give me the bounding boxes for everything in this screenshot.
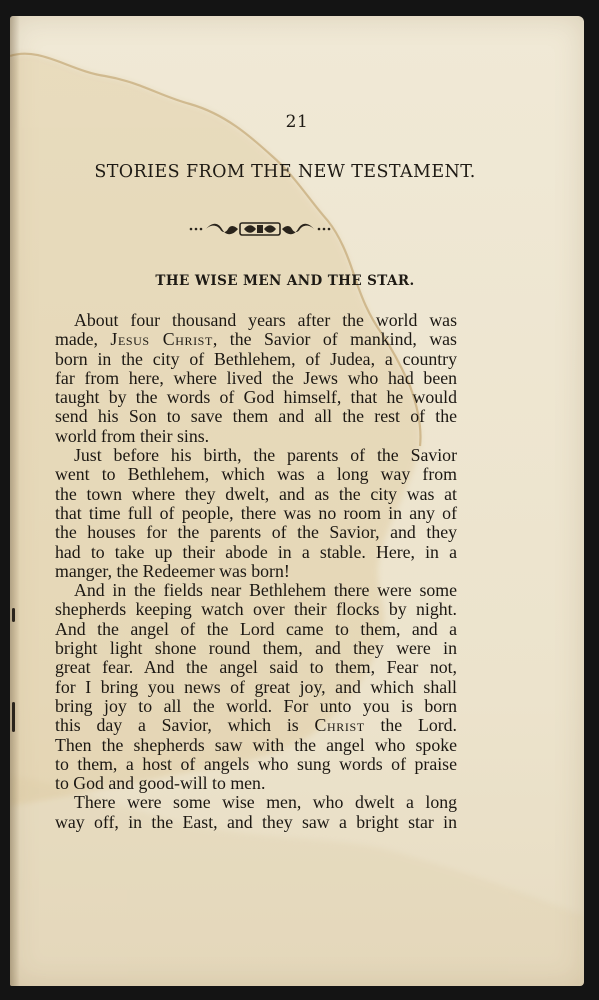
text-segment: bright light shone round them, and they were in: [55, 638, 457, 659]
text-segment: , the Savior of mankind, was: [212, 329, 457, 350]
text-segment: Just before his birth, the parents of the Savior: [74, 445, 457, 466]
text-line: [55, 658, 457, 677]
text-line: [55, 485, 457, 504]
text-line: [55, 330, 457, 349]
small-caps-name: Christ: [314, 715, 365, 736]
text-segment: the Lord.: [364, 715, 458, 736]
text-line: [55, 388, 457, 407]
story-text: [55, 311, 457, 832]
text-line: [55, 697, 457, 716]
text-segment: And in the fields near Bethlehem there were some: [74, 580, 457, 601]
text-segment: shepherds keeping watch over their flocks by night.: [55, 599, 457, 620]
edge-artifact: [12, 702, 15, 732]
printers-ornament-icon: [188, 219, 332, 239]
text-segment: great fear. And the angel said to them, Fear not,: [55, 657, 457, 678]
text-segment: world from their sins.: [55, 425, 210, 446]
text-segment: went to Bethlehem, which was a long way from: [55, 464, 457, 485]
text-segment: had to take up their abode in a stable. Here, in a: [55, 541, 457, 562]
edge-artifact: [12, 608, 15, 622]
text-line: [55, 600, 457, 619]
text-line: [55, 639, 457, 658]
text-segment: to God and good-will to men.: [55, 773, 266, 794]
text-segment: Then the shepherds saw with the angel who spoke: [55, 734, 457, 755]
small-caps-name: Jesus Christ: [110, 329, 213, 350]
text-line: [55, 350, 457, 369]
text-segment: And the angel of the Lord came to them, and a: [55, 618, 457, 639]
text-line: [55, 774, 457, 793]
text-line: [55, 311, 457, 330]
text-line: [55, 562, 457, 581]
page-number: 21: [285, 112, 309, 132]
text-line: [55, 620, 457, 639]
text-line: [55, 446, 457, 465]
text-segment: There were some wise men, who dwelt a long: [74, 792, 457, 813]
running-head: STORIES FROM THE NEW TESTAMENT.: [94, 162, 476, 182]
text-line: [55, 793, 457, 812]
text-segment: that time full of people, there was no room in any of: [55, 502, 457, 523]
text-line: [55, 407, 457, 426]
text-line: [55, 581, 457, 600]
text-segment: About four thousand years after the world was: [74, 310, 457, 330]
text-segment: far from here, where lived the Jews who had been: [55, 367, 457, 388]
text-line: [55, 369, 457, 388]
page-spine-shadow: [10, 16, 20, 986]
text-segment: taught by the words of God himself, that he would: [55, 387, 457, 408]
text-line: [55, 523, 457, 542]
text-segment: manger, the Redeemer was born!: [55, 560, 290, 581]
text-segment: made,: [55, 329, 111, 350]
text-segment: way off, in the East, and they saw a bright star in: [55, 811, 457, 832]
text-segment: the town where they dwelt, and as the city was at: [55, 483, 457, 504]
text-line: [55, 736, 457, 755]
text-segment: bring joy to all the world. For unto you is born: [55, 695, 457, 716]
text-segment: the houses for the parents of the Savior, and they: [55, 522, 457, 543]
text-line: [55, 427, 457, 446]
text-segment: for I bring you news of great joy, and which shall: [55, 676, 457, 697]
text-line: [55, 716, 457, 735]
text-line: [55, 678, 457, 697]
text-line: [55, 504, 457, 523]
text-segment: this day a Savior, which is: [55, 715, 315, 736]
text-segment: send his Son to save them and all the rest of the: [55, 406, 457, 427]
text-line: [55, 543, 457, 562]
text-segment: to them, a host of angels who sung words of praise: [55, 753, 457, 774]
text-line: [55, 813, 457, 832]
book-page: [10, 16, 584, 986]
chapter-title: THE WISE MEN AND THE STAR.: [155, 273, 415, 289]
text-line: [55, 755, 457, 774]
text-segment: born in the city of Bethlehem, of Judea, a country: [55, 348, 457, 369]
text-line: [55, 465, 457, 484]
